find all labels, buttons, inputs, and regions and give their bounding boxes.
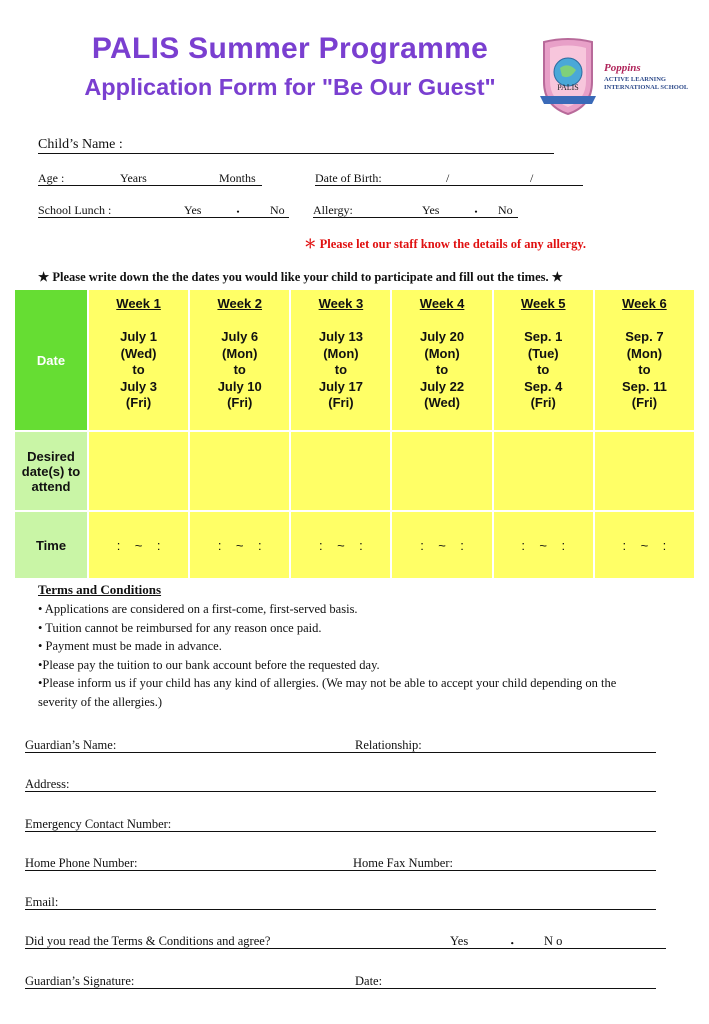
school-lunch-label: School Lunch : [38,203,112,217]
allergy-separator: ・ [470,205,483,219]
week-4-cell [392,290,491,430]
allergy-no-option[interactable]: No [498,203,513,217]
age-input-line[interactable] [38,185,262,186]
week-2-label: Week 2 [217,296,263,311]
time-header: Time [15,512,87,578]
week-1-label: Week 1 [116,296,161,311]
week-6-dates: Sep. 7 (Mon) to Sep. 11 (Fri) [622,329,667,410]
address-input-line[interactable] [25,791,656,792]
relationship-label: Relationship: [355,738,422,752]
desired-week-4-input[interactable] [392,432,491,510]
agree-yes-option[interactable]: Yes [450,934,469,948]
lunch-no-option[interactable]: No [270,203,285,217]
dob-label: Date of Birth: [315,171,382,185]
schedule-table [15,290,694,576]
week-2-dates: July 6 (Mon) to July 10 (Fri) [217,329,262,410]
week-5-dates: Sep. 1 (Tue) to Sep. 4 (Fri) [524,329,563,410]
allergy-yes-option[interactable]: Yes [422,203,440,217]
week-2-cell [190,290,289,430]
desired-week-6-input[interactable] [595,432,694,510]
home-phone-label: Home Phone Number: [25,856,138,870]
sign-date-label: Date: [355,974,383,988]
guardian-name-input-line[interactable] [25,752,656,753]
time-week-3-input[interactable]: : ~ : [291,512,390,578]
email-label: Email: [25,895,59,909]
agree-line [25,948,666,949]
week-5-label: Week 5 [520,296,566,311]
week-1-cell [89,290,188,430]
time-week-2-input[interactable]: : ~ : [190,512,289,578]
week-5-cell [494,290,593,430]
desired-week-1-input[interactable] [89,432,188,510]
terms-item: • Payment must be made in advance. [38,639,222,653]
lunch-line [38,217,289,218]
time-week-4-input[interactable]: : ~ : [392,512,491,578]
phone-fax-input-line[interactable] [25,870,656,871]
time-week-6-input[interactable]: : ~ : [595,512,694,578]
address-label: Address: [25,777,70,791]
date-header: Date [15,290,87,430]
child-name-input-line[interactable] [38,153,554,154]
time-week-1-input[interactable]: : ~ : [89,512,188,578]
desired-week-2-input[interactable] [190,432,289,510]
terms-item: •Please inform us if your child has any kind of allergies. (We may not be able to accept your child depending on the severity of the allergies.) [38,676,617,709]
brand-tagline: ACTIVE LEARNING INTERNATIONAL SCHOOL [604,76,689,91]
signature-label: Guardian’s Signature: [25,974,135,988]
agree-label: Did you read the Terms & Conditions and agree? [25,934,271,948]
agree-separator: ・ [506,937,519,951]
agree-no-option[interactable]: N o [544,934,563,948]
week-1-dates: July 1 (Wed) to July 3 (Fri) [120,329,157,410]
terms-item: • Applications are considered on a first-come, first-served basis. [38,602,358,616]
logo-text: PALIS [557,83,579,92]
week-6-cell [595,290,694,430]
instruction-text: ★ Please write down the the dates you would like your child to participate and fill out the times. ★ [38,270,563,284]
week-3-cell [291,290,390,430]
time-week-5-input[interactable]: : ~ : [494,512,593,578]
allergy-line [313,217,518,218]
emergency-label: Emergency Contact Number: [25,817,172,831]
allergy-label: Allergy: [313,203,353,217]
email-input-line[interactable] [25,909,656,910]
signature-input-line[interactable] [25,988,656,989]
child-name-label: Child’s Name : [38,137,123,152]
week-3-label: Week 3 [318,296,364,311]
brand-name: Poppins [604,62,641,74]
form-title: PALIS Summer Programme [91,32,489,65]
guardian-name-label: Guardian’s Name: [25,738,117,752]
desired-header: Desired date(s) to attend [15,432,87,510]
years-label: Years [120,171,147,185]
lunch-yes-option[interactable]: Yes [184,203,202,217]
terms-list [38,600,658,711]
desired-week-5-input[interactable] [494,432,593,510]
terms-title: Terms and Conditions [38,582,162,597]
age-label: Age : [38,171,65,185]
allergy-note: ＊ Please let our staff know the details of any allergy. [304,237,587,251]
lunch-separator: ・ [232,205,245,219]
dob-input-line[interactable] [315,185,583,186]
home-fax-label: Home Fax Number: [353,856,453,870]
week-4-dates: July 20 (Mon) to July 22 (Wed) [420,329,465,410]
form-subtitle: Application Form for "Be Our Guest" [84,74,496,100]
terms-item: •Please pay the tuition to our bank account before the requested day. [38,657,380,672]
dob-slash-1: / [446,171,450,185]
months-label: Months [219,171,256,185]
terms-item: • Tuition cannot be reimbursed for any reason once paid. [38,620,322,635]
emergency-input-line[interactable] [25,831,656,832]
week-3-dates: July 13 (Mon) to July 17 (Fri) [318,329,363,410]
dob-slash-2: / [530,171,534,185]
week-6-label: Week 6 [622,296,667,311]
week-4-label: Week 4 [419,296,465,311]
desired-week-3-input[interactable] [291,432,390,510]
